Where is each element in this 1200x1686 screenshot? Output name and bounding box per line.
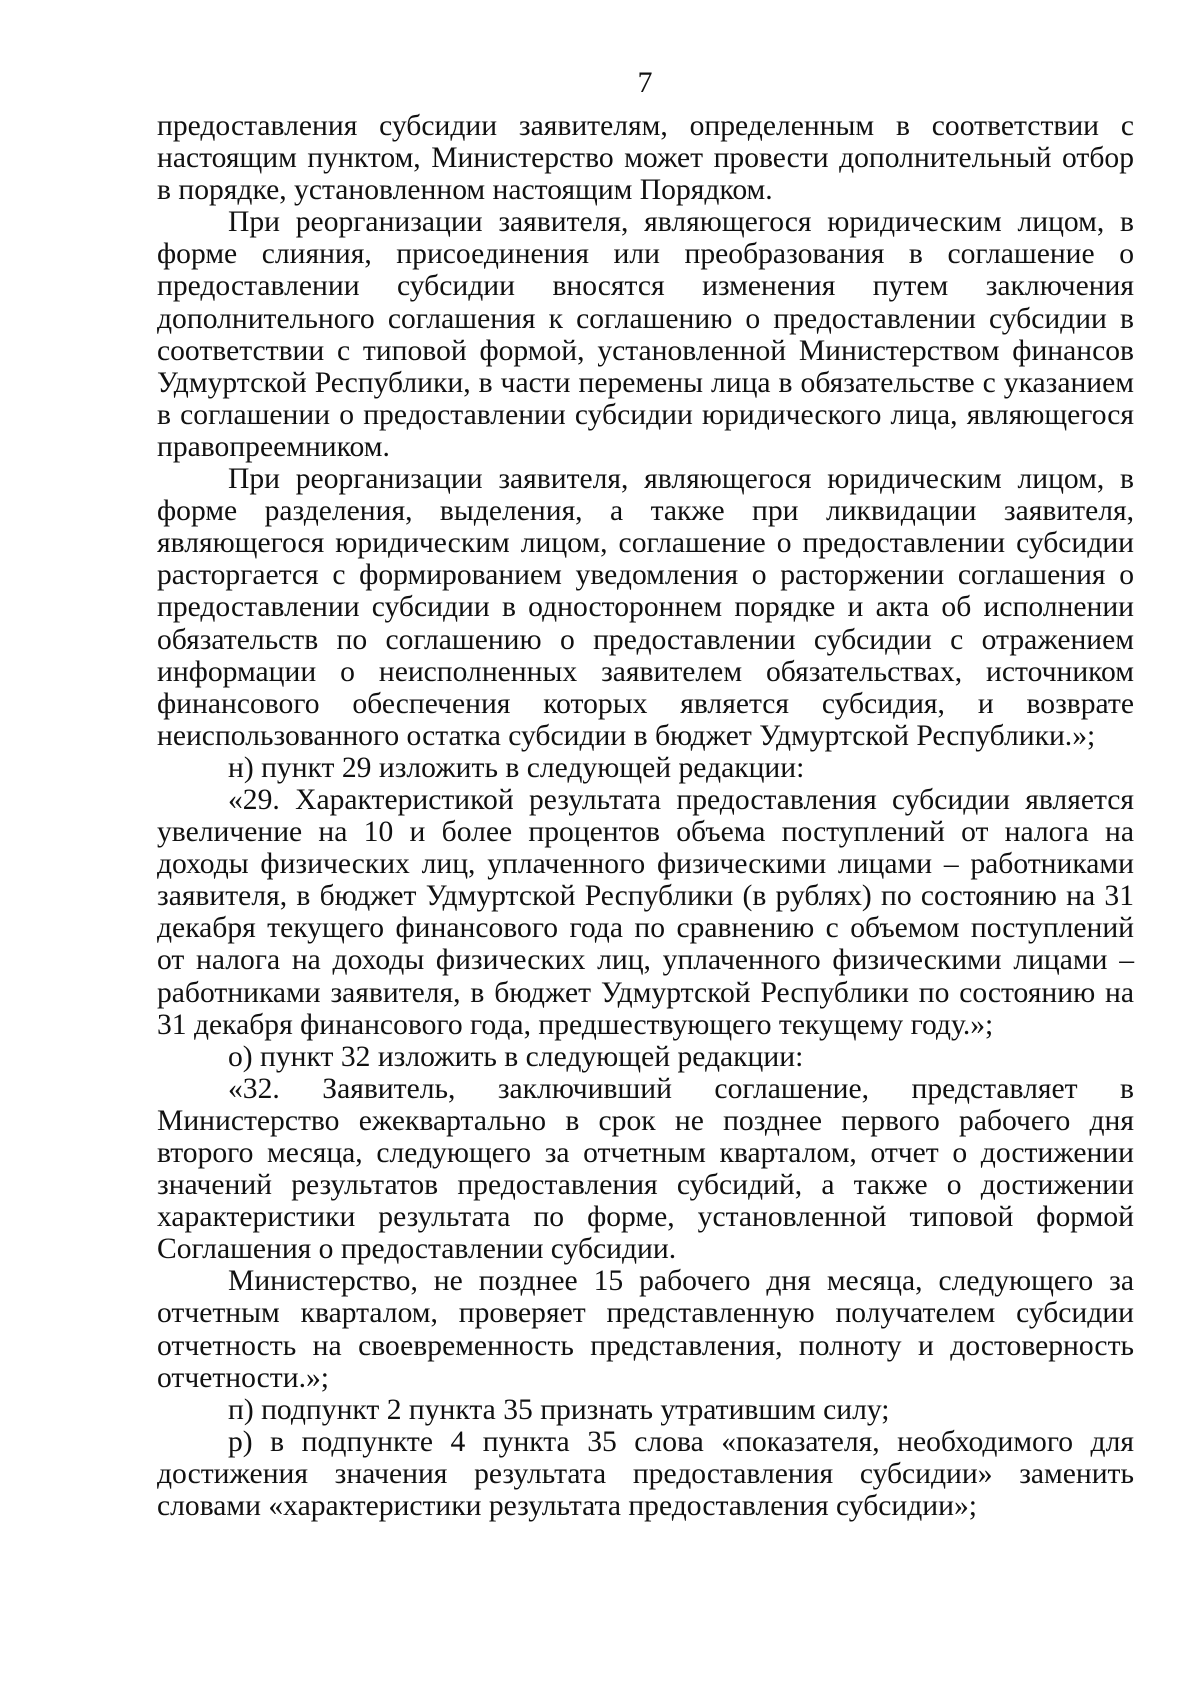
body-text [157,110,1134,1522]
paragraph-ministry-check: Министерство, не позднее 15 рабочего дня месяца, следующего за отчетным кварталом, проверяет представленную получателем субсидии отчетность на своевременность представления, полноту и достоверность отчетности.»; [157,1265,1134,1394]
paragraph-item-p: п) подпункт 2 пункта 35 признать утратившим силу; [228,1393,890,1426]
paragraph-item-n: н) пункт 29 изложить в следующей редакции: [228,751,805,784]
page-number: 7 [637,66,653,99]
paragraph-item-r: р) в подпункте 4 пункта 35 слова «показателя, необходимого для достижения значения результата предоставления субсидии» заменить словами «характеристики результата предоставления субсидии»; [157,1425,1134,1523]
paragraph-reorganization-merger: При реорганизации заявителя, являющегося юридическим лицом, в форме слияния, присоединения или преобразования в соглашение о предоставлении субсидии вносятся изменения путем заключения дополнительного соглашения к соглашению о предоставлении субсидии в соответствии с типовой формой, установленной Министерством финансов Удмуртской Республики, в части перемены лица в обязательстве с указанием в соглашении о предоставлении субсидии юридического лица, являющегося правопреемником. [157,206,1134,463]
paragraph-clause-29: «29. Характеристикой результата предоставления субсидии является увеличение на 10 и более процентов объема поступлений от налога на доходы физических лиц, уплаченного физическими лицами – работниками заявителя, в бюджет Удмуртской Республики (в рублях) по состоянию на 31 декабря текущего финансового года по сравнению с объемом поступлений от налога на доходы физических лиц, уплаченного физическими лицами – работниками заявителя, в бюджет Удмуртской Республики по состоянию на 31 декабря финансового года, предшествующего текущему году.»; [157,783,1134,1041]
paragraph-continuation: предоставления субсидии заявителям, определенным в соответствии с настоящим пунктом, Министерство может провести дополнительный отбор в порядке, установленном настоящим Порядком. [157,110,1134,207]
paragraph-clause-32: «32. Заявитель, заключивший соглашение, представляет в Министерство ежеквартально в срок не позднее первого рабочего дня второго месяца, следующего за отчетным кварталом, отчет о достижении значений результатов предоставления субсидий, а также о достижении характеристики результата по форме, установленной типовой формой Соглашения о предоставлении субсидии. [157,1072,1134,1266]
paragraph-reorganization-division: При реорганизации заявителя, являющегося юридическим лицом, в форме разделения, выделения, а также при ликвидации заявителя, являющегося юридическим лицом, соглашение о предоставлении субсидии расторгается с формированием уведомления о расторжении соглашения о предоставлении субсидии в одностороннем порядке и акта об исполнении обязательств по соглашению о предоставлении субсидии с отражением информации о неисполненных заявителем обязательствах, источником финансового обеспечения которых является субсидия, и возврате неиспользованного остатка субсидии в бюджет Удмуртской Республики.»; [157,463,1134,752]
paragraph-item-o: о) пункт 32 изложить в следующей редакции: [228,1040,804,1073]
